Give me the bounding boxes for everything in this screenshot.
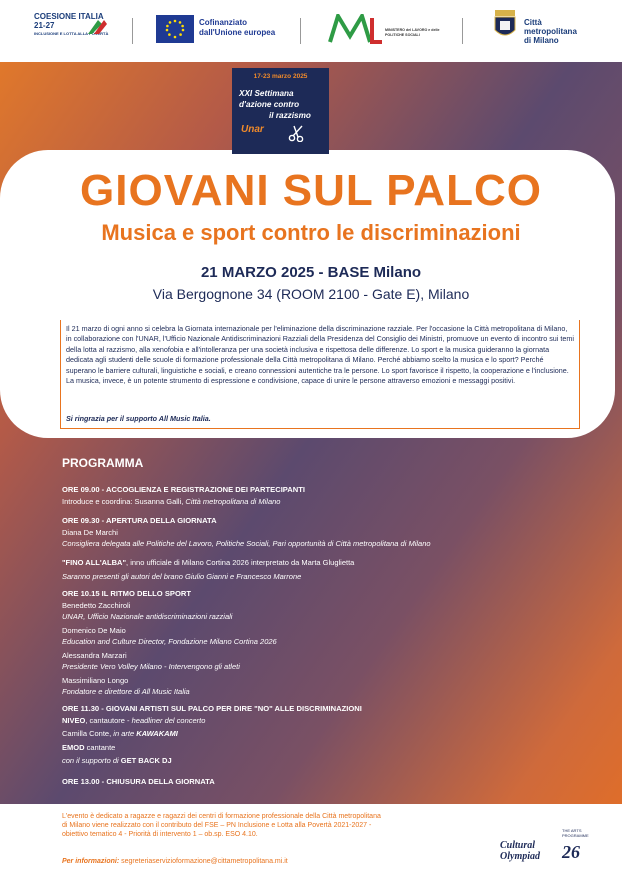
event-title: GIOVANI SUL PALCO xyxy=(80,166,542,215)
section-heading: ORE 09.00 - ACCOGLIENZA E REGISTRAZIONE DEI PARTECIPANTI xyxy=(62,485,306,494)
coesione-sub: INCLUSIONE E LOTTA ALLA POVERTÀ xyxy=(34,31,109,36)
program-section-0930 xyxy=(62,515,532,583)
speaker-name: Alessandra Marzari xyxy=(62,650,127,660)
speaker-name: Massimiliano Longo xyxy=(62,675,129,685)
speaker-role: Fondatore e direttore di All Music Italia xyxy=(62,687,190,696)
speaker-name: Benedetto Zacchiroli xyxy=(62,600,131,610)
footer-info xyxy=(62,858,288,865)
program-text: headliner del concerto xyxy=(131,715,206,725)
program-line xyxy=(62,557,532,569)
program-section-1300 xyxy=(62,776,532,788)
cm-line-1: Città xyxy=(524,18,542,27)
event-subtitle: Musica e sport contro le discriminazioni xyxy=(101,220,521,245)
olympiad-name: Cultural Olympiad xyxy=(500,840,540,862)
badge-date: 17-23 marzo 2025 xyxy=(253,73,308,80)
artist-line xyxy=(62,755,532,767)
event-venue: Via Bergognone 34 (ROOM 2100 - Gate E), Milano xyxy=(152,286,470,302)
artist-line xyxy=(62,742,532,754)
program-text: Città metropolitana di Milano xyxy=(185,496,281,506)
speaker-role: Education and Culture Director, Fondazione Milano Cortina 2026 xyxy=(62,637,277,646)
header-divider xyxy=(132,18,133,44)
program-line xyxy=(62,496,532,508)
eu-flag-icon xyxy=(156,15,194,43)
ministero-text: MINISTERO del LAVORO e delle POLITICHE SOCIALI xyxy=(385,28,440,37)
program-text: , cantautore - xyxy=(85,715,132,725)
speaker-role: Presidente Vero Volley Milano - Intervengono gli atleti xyxy=(62,662,240,671)
programma-heading: PROGRAMMA xyxy=(62,456,144,470)
program-section-1015 xyxy=(62,588,532,698)
badge-line-2: d'azione contro xyxy=(239,100,300,109)
artist-line xyxy=(62,728,532,740)
badge-line-1: XXI Settimana xyxy=(239,89,294,98)
eu-line-1: Cofinanziato xyxy=(199,18,247,27)
citta-metropolitana-crest-icon xyxy=(492,8,518,42)
header-divider xyxy=(300,18,301,44)
speaker-name: Domenico De Maio xyxy=(62,625,126,635)
artist-name: Camilla Conte, xyxy=(62,729,114,738)
scissors-icon xyxy=(288,124,306,142)
program-section-0900 xyxy=(62,484,532,507)
program-text: Introduce e coordina: Susanna Galli, xyxy=(62,496,186,506)
program-section-1130 xyxy=(62,703,532,767)
program-text: , inno ufficiale di Milano Cortina 2026 interpretato da Marta Gluglietta xyxy=(126,557,355,567)
italy-flag-arrows-icon xyxy=(86,14,108,36)
speaker-name: Diana De Marchi xyxy=(62,527,118,537)
info-email[interactable]: segreteriaservizioformazione@cittametropolitana.mi.it xyxy=(119,858,288,865)
footer-description: L'evento è dedicato a ragazze e ragazzi dei centri di formazione professionale della Città metropolitana di Milano viene realizzato con il contributo del FSE – PN Inclusione e Lotta alla Povertà 2021-2027 - obiettivo tematico 4 - Priorità di intervento 1 – ob.sp. ESO 4.10. xyxy=(62,813,381,838)
artist-line xyxy=(62,715,532,727)
thanks-note: Si ringrazia per il supporto All Music Italia. xyxy=(66,414,211,423)
speaker-role: Consigliera delegata alle Politiche del Lavoro, Politiche Sociali, Pari opportunità di Città metropolitana di Milano xyxy=(62,539,431,548)
program-text: in arte xyxy=(113,729,137,738)
olympiad-tag: THE ARTS PROGRAMME xyxy=(562,828,589,838)
program-text: cantante xyxy=(84,742,116,752)
header-divider xyxy=(462,18,463,44)
section-heading: ORE 13.00 - CHIUSURA DELLA GIORNATA xyxy=(62,777,215,786)
cm-line-3: di Milano xyxy=(524,36,559,45)
settimana-badge xyxy=(232,68,329,154)
logo-header xyxy=(0,0,622,62)
artist-name: GET BACK DJ xyxy=(120,756,172,765)
program-note: Saranno presenti gli autori del brano Giulio Gianni e Francesco Marrone xyxy=(62,572,302,581)
olympiad-26-icon xyxy=(560,838,588,864)
section-heading: ORE 10.15 IL RITMO DELLO SPORT xyxy=(62,589,191,598)
ministero-lavoro-logo-icon xyxy=(328,14,382,44)
artist-name: EMOD xyxy=(62,742,85,752)
section-heading: ORE 11.30 - GIOVANI ARTISTI SUL PALCO PER DIRE "NO" ALLE DISCRIMINAZIONI xyxy=(62,704,362,713)
badge-line-3: il razzismo xyxy=(269,111,311,120)
song-title: "FINO ALL'ALBA" xyxy=(62,557,127,567)
svg-text:26: 26 xyxy=(562,842,580,862)
info-label: Per informazioni: xyxy=(62,858,120,865)
unar-logo: Unar xyxy=(241,124,264,135)
badge-title xyxy=(239,88,311,121)
speaker-role: UNAR, Ufficio Nazionale antidiscriminazioni razziali xyxy=(62,612,233,621)
cultural-olympiad-logo xyxy=(500,828,600,872)
section-heading: ORE 09.30 - APERTURA DELLA GIORNATA xyxy=(62,516,217,525)
eu-cofinanziato-text xyxy=(199,18,275,38)
event-date: 21 MARZO 2025 - BASE Milano xyxy=(200,264,422,281)
program-text: con il supporto di xyxy=(62,756,121,765)
coesione-title: COESIONE ITALIA 21-27 xyxy=(34,12,104,30)
cm-line-2: metropolitana xyxy=(524,27,577,36)
artist-stage-name: KAWAKAMI xyxy=(136,729,178,738)
citta-metropolitana-text xyxy=(524,18,577,45)
eu-line-2: dall'Unione europea xyxy=(199,28,276,37)
event-description: Il 21 marzo di ogni anno si celebra la Giornata internazionale per l'eliminazione della discriminazione razziale. Per l'occasione la Città metropolitana di Milano, in collaborazione con l'UNAR, l'Ufficio Nazionale Antidiscriminazioni Razziali della Presidenza del Consiglio dei Ministri, promuove un evento di incontro sui temi della lotta al razzismo, alla xenofobia e all'intolleranza per una società inclusiva e rispettosa delle differenze. Lo sport e la musica guideranno la giornata dedicata agli studenti delle scuole di formazione professionale della Città metropolitana di Milano. Perché abbiamo scelto la musica e lo sport? Perché superano le barriere culturali, linguistiche e sociali, e creano connessioni autentiche tra le persone. Lo sport favorisce il rispetto, la cooperazione e l'inclusione. La musica, invece, è un potente strumento di espressione e condivisione, capace di unire le persone attraverso emozioni e messaggi positivi. xyxy=(66,324,574,386)
artist-name: NIVEO xyxy=(62,715,86,725)
